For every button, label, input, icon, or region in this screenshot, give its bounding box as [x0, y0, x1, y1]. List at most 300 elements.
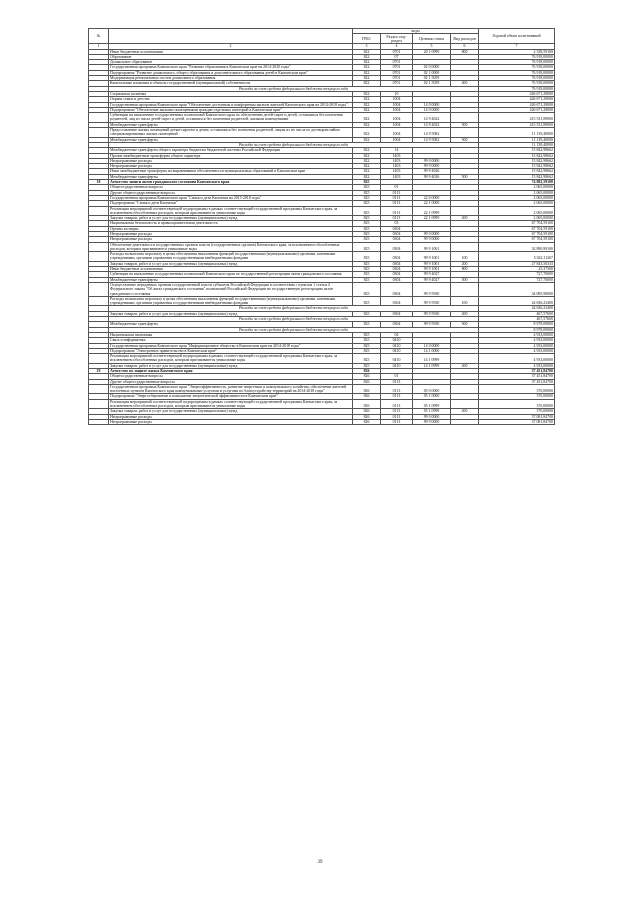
amount-cell: 2 065,00000 [479, 185, 555, 190]
csr-code: 22 1 0000 [413, 201, 451, 206]
grbs-code: 825 [353, 277, 381, 282]
item-name: Непрограммные расходы [109, 414, 353, 419]
amount-cell: 24 636,23400 [479, 296, 555, 306]
grbs-code: 825 [353, 231, 381, 236]
vr-code [451, 282, 479, 296]
csr-code: 14 9 4022 [413, 113, 451, 123]
grbs-code: 826 [353, 384, 381, 394]
item-name: Реализация мероприятий соответствующей подпрограммы в рамках соответствующей государственной программы Камчатского края, за исключением обособленных расходов, которым присваиваются уникальные коды [109, 354, 353, 364]
razdel-code: 0410 [381, 338, 413, 343]
row-number [89, 252, 109, 262]
item-name: Государственная программа Камчатского края "Информационное общество в Камчатском крае на 2014-2018 годы" [109, 343, 353, 348]
csr-code: 14 1 0999 [413, 354, 451, 364]
vr-code: 100 [451, 296, 479, 306]
amount-cell: 37 081,84700 [479, 419, 555, 424]
page-number: 39 [317, 860, 323, 865]
grbs-code: 825 [353, 185, 381, 190]
item-name: Подпрограмма "Развитие дошкольного, общего образования и дополнительного образования детей в Камчатском крае" [109, 70, 353, 75]
grbs-code: 825 [353, 252, 381, 262]
vr-code [451, 113, 479, 123]
csr-code: 99 0 0000 [413, 231, 451, 236]
vr-code: 200 [451, 216, 479, 221]
item-name: Государственная программа Камчатского края "Развитие образования в Камчатском крае на 2014-2020 годы" [109, 65, 353, 70]
amount-cell: 76 918,00000 [479, 54, 555, 59]
amount-cell: 2 338,59169 [479, 49, 555, 54]
grbs-code: 822 [353, 169, 381, 174]
csr-code: 99 9 4027 [413, 277, 451, 282]
item-name: Непрограммные расходы [109, 158, 353, 163]
vr-code: 800 [451, 267, 479, 272]
vr-code [451, 242, 479, 252]
amount-cell: 37 451,84700 [479, 374, 555, 379]
grbs-code: 822 [353, 70, 381, 75]
grbs-code: 822 [353, 81, 381, 86]
razdel-code: 1403 [381, 153, 413, 158]
vr-code [451, 399, 479, 409]
csr-code: 14 9 4022 [413, 122, 451, 127]
csr-code: 14 0 0000 [413, 343, 451, 348]
item-name: Межбюджетные трансферты [109, 137, 353, 142]
grbs-code: 822 [353, 164, 381, 169]
amount-cell: 467,57600 [479, 311, 555, 316]
csr-code: 99 9 4027 [413, 272, 451, 277]
amount-cell: 370,00000 [479, 409, 555, 414]
amount-cell: 76 918,00000 [479, 60, 555, 65]
item-name: Капитальные вложения в объекты государственной (муниципальной) собственности [109, 81, 353, 86]
razdel-code: 0304 [381, 237, 413, 242]
grbs-code: 822 [353, 113, 381, 123]
amount-cell: 11 139,40000 [479, 128, 555, 138]
item-name: Межбюджетные трансферты [109, 277, 353, 282]
amount-cell: 4 933,00000 [479, 332, 555, 337]
grbs-code: 822 [353, 107, 381, 112]
razdel-code: 01 [381, 185, 413, 190]
amount-cell: 74 082,59100 [479, 180, 555, 185]
table-row [89, 206, 555, 216]
item-name: Общегосударственные вопросы [109, 185, 353, 190]
grbs-code: 825 [353, 190, 381, 195]
header-row-codes [89, 29, 555, 34]
item-name: Национальная безопасность и правоохранительная деятельность [109, 221, 353, 226]
note-text: Расходы за счет средств федерального бюджета текущего года [109, 142, 479, 147]
item-name: Государственная программа Камчатского края "Обеспечение доступным и комфортным жильем жителей Камчатского края на 2014-2018 годы" [109, 102, 353, 107]
razdel-code: 0701 [381, 76, 413, 81]
amount-cell: 27 843,50333 [479, 261, 555, 266]
vr-code: 200 [451, 311, 479, 316]
row-number: 18 [89, 180, 109, 185]
razdel-code: 0701 [381, 60, 413, 65]
amount-cell: 4 933,00000 [479, 338, 555, 343]
item-name: Подпрограмма "Обеспечение жилыми помещениями граждан отдельных категорий в Камчатском крае" [109, 107, 353, 112]
grbs-code: 826 [353, 409, 381, 414]
grbs-code: 822 [353, 54, 381, 59]
razdel-code: 1403 [381, 174, 413, 179]
amount-cell: 426 671,29000 [479, 107, 555, 112]
row-number [89, 354, 109, 364]
item-name: Расходы на выплаты персоналу в целях обеспечения выполнения функций государственными (муниципальными) органами, казенными учреждениями, органами управления государственными внебюджетными фондами [109, 296, 353, 306]
razdel-code: 0701 [381, 70, 413, 75]
vr-code: 500 [451, 322, 479, 327]
vr-code: 500 [451, 174, 479, 179]
amount-cell: 370,00000 [479, 394, 555, 399]
csr-code: 20 1 0999 [413, 49, 451, 54]
csr-code: 99 9 1001 [413, 252, 451, 262]
amount-cell: 727,70000 [479, 272, 555, 277]
item-name: Предоставление жилых помещений детям-сиротам и детям, оставшимся без попечения родителей, лицам из их числа по договорам найма специализированных жилых помещений [109, 128, 353, 138]
item-name: Субвенции на выполнение государственных полномочий Камчатского края по государственной регистрации актов гражданского состояния [109, 272, 353, 277]
amount-cell: 2 065,00000 [479, 206, 555, 216]
colnum: 7 [479, 44, 555, 49]
item-name: Иные бюджетные ассигнования [109, 49, 353, 54]
grbs-code: 825 [353, 282, 381, 296]
table-row [89, 399, 555, 409]
grbs-code: 826 [353, 374, 381, 379]
razdel-code: 04 [381, 332, 413, 337]
item-name: Агентство записи актов гражданского состояния Камчатского края [109, 180, 353, 185]
razdel-code: 10 [381, 91, 413, 96]
csr-code: 99 9 0000 [413, 237, 451, 242]
csr-code: 99 9 5930 [413, 322, 451, 327]
vr-code: 100 [451, 252, 479, 262]
razdel-code: 0304 [381, 322, 413, 327]
razdel-code: 0113 [381, 216, 413, 221]
amount-cell: 15 842,98662 [479, 148, 555, 153]
amount-cell: 426 671,29000 [479, 102, 555, 107]
item-name: Закупка товаров, работ и услуг для государственных (муниципальных) нужд [109, 261, 353, 266]
amount-cell: 370,00000 [479, 384, 555, 394]
razdel-code: 0304 [381, 231, 413, 236]
grbs-code: 822 [353, 49, 381, 54]
item-name: Непрограммные расходы [109, 237, 353, 242]
razdel-code: 1004 [381, 122, 413, 127]
grbs-code: 825 [353, 338, 381, 343]
razdel-code: 0113 [381, 409, 413, 414]
amount-cell: 15 842,98662 [479, 153, 555, 158]
grbs-code: 825 [353, 354, 381, 364]
csr-code: 99 9 4026 [413, 174, 451, 179]
item-name: Общегосударственные вопросы [109, 374, 353, 379]
item-name: Модернизация региональных систем дошкольного образования [109, 76, 353, 81]
item-name: Дошкольное образование [109, 60, 353, 65]
amount-cell: 8 978,09000 [479, 322, 555, 327]
grbs-code: 825 [353, 332, 381, 337]
colnum: 2 [109, 44, 353, 49]
grbs-code: 822 [353, 60, 381, 65]
grbs-code: 826 [353, 414, 381, 419]
razdel-code: 0410 [381, 363, 413, 368]
grbs-code: 825 [353, 322, 381, 327]
row-number [89, 384, 109, 394]
razdel-code: 0113 [381, 190, 413, 195]
item-name: Закупка товаров, работ и услуг для государственных (муниципальных) нужд [109, 311, 353, 316]
item-name: Межбюджетные трансферты [109, 322, 353, 327]
razdel-code: 0113 [381, 399, 413, 409]
razdel-code: 0304 [381, 267, 413, 272]
razdel-code: 14 [381, 148, 413, 153]
note-text: Расходы за счет средств федерального бюджета текущего года [109, 317, 479, 322]
razdel-code: 0304 [381, 311, 413, 316]
razdel-code: 0113 [381, 201, 413, 206]
amount-cell: 76 918,00000 [479, 70, 555, 75]
item-name: Межбюджетные трансферты [109, 122, 353, 127]
grbs-code: 826 [353, 394, 381, 399]
amount-cell: 15 842,98662 [479, 169, 555, 174]
item-name: Государственная программа Камчатского края "Семья и дети Камчатки на 2015-2018 годы" [109, 195, 353, 200]
razdel-code: 0701 [381, 65, 413, 70]
table-row [89, 242, 555, 252]
item-name: Иные бюджетные ассигнования [109, 267, 353, 272]
vr-code [451, 419, 479, 424]
grbs-code: 825 [353, 216, 381, 221]
item-name: Закупка товаров, работ и услуг для государственных (муниципальных) нужд [109, 216, 353, 221]
row-number [89, 282, 109, 296]
amount-cell: 4 933,00000 [479, 343, 555, 348]
amount-cell: 426 671,29000 [479, 91, 555, 96]
amount-cell: 76 918,00000 [479, 86, 555, 91]
colnum: 5 [413, 44, 451, 49]
razdel-code: 0701 [381, 81, 413, 86]
row-number [89, 113, 109, 123]
grbs-code: 826 [353, 369, 381, 374]
header-name [109, 29, 353, 44]
grbs-code: 825 [353, 221, 381, 226]
item-name: Государственная программа Камчатского края "Энергоэффективность, развитие энергетики и коммунального хозяйства, обеспечение жителей населенных пунктов Камчатского края коммунальными услугами и услугами по благоустройству территорий на 2014-2018 годы" [109, 384, 353, 394]
grbs-code: 822 [353, 97, 381, 102]
grbs-code: 825 [353, 311, 381, 316]
vr-code: 200 [451, 409, 479, 414]
grbs-code: 825 [353, 201, 381, 206]
amount-cell: 67 704,59100 [479, 221, 555, 226]
vr-code: 500 [451, 137, 479, 142]
row-number [89, 242, 109, 252]
amount-cell: 15 842,98662 [479, 174, 555, 179]
amount-cell: 370,00000 [479, 399, 555, 409]
colnum: 1 [89, 44, 109, 49]
item-name: Органы юстиции [109, 226, 353, 231]
vr-code: 500 [451, 277, 479, 282]
amount-cell: 11 139,40000 [479, 137, 555, 142]
amount-cell: 2 065,00000 [479, 195, 555, 200]
amount-cell: 5 022,11267 [479, 252, 555, 262]
item-name: Закупка товаров, работ и услуг для государственных (муниципальных) нужд [109, 363, 353, 368]
amount-cell: 4 933,00000 [479, 348, 555, 353]
amount-cell: 15 842,98662 [479, 158, 555, 163]
razdel-code: 1004 [381, 128, 413, 138]
grbs-code: 826 [353, 399, 381, 409]
amount-cell: 15 842,98662 [479, 164, 555, 169]
razdel-code: 0701 [381, 49, 413, 54]
csr-code: 14 9 5082 [413, 128, 451, 138]
header-annual: Годовой объем ассигнований [479, 29, 555, 44]
razdel-code: 07 [381, 54, 413, 59]
colnum: 6 [451, 44, 479, 49]
amount-cell: 727,70000 [479, 277, 555, 282]
item-name: Социальная политика [109, 91, 353, 96]
vr-code: 200 [451, 261, 479, 266]
razdel-code: 0410 [381, 354, 413, 364]
row-number [89, 128, 109, 138]
item-name: Осуществление переданных органам государственной власти субъектов Российской Федерации в соответствии с пунктом 1 статьи 4 Федерального закона "Об актах гражданского состояния" полномочий Российской Федерации на государственную регистрацию актов гражданского состояния [109, 282, 353, 296]
razdel-code: 03 [381, 221, 413, 226]
row-number [89, 399, 109, 409]
razdel-code: 1004 [381, 97, 413, 102]
item-name: Межбюджетные трансферты [109, 174, 353, 179]
grbs-code: 822 [353, 153, 381, 158]
amount-cell: 2 065,00000 [479, 201, 555, 206]
vr-code [451, 384, 479, 394]
grbs-code: 825 [353, 272, 381, 277]
csr-code: 99 9 1001 [413, 261, 451, 266]
csr-code: 05 1 0999 [413, 399, 451, 409]
razdel-code: 0304 [381, 242, 413, 252]
table-row [89, 296, 555, 306]
header-codes: коды [353, 29, 479, 34]
razdel-code: 0304 [381, 226, 413, 231]
csr-code: 99 9 0000 [413, 164, 451, 169]
grbs-code: 822 [353, 158, 381, 163]
item-name: Закупка товаров, работ и услуг для государственных (муниципальных) нужд [109, 409, 353, 414]
razdel-code: 0304 [381, 252, 413, 262]
grbs-code: 825 [353, 267, 381, 272]
razdel-code: 0113 [381, 195, 413, 200]
item-name: Подпрограмма "Семья и дети Камчатки" [109, 201, 353, 206]
csr-code: 99 9 1001 [413, 267, 451, 272]
grbs-code: 822 [353, 102, 381, 107]
budget-table [88, 28, 555, 425]
razdel-code: 0304 [381, 261, 413, 266]
item-name: Подпрограмма "Электронное правительство в Камчатском крае" [109, 348, 353, 353]
item-name: Национальная экономика [109, 332, 353, 337]
amount-cell: 67 704,59100 [479, 226, 555, 231]
grbs-code: 822 [353, 76, 381, 81]
note-text: Расходы за счет средств федерального бюджета текущего года [109, 327, 479, 332]
grbs-code: 825 [353, 226, 381, 231]
razdel-code: 1403 [381, 169, 413, 174]
csr-code: 99 0 0000 [413, 158, 451, 163]
grbs-code: 825 [353, 180, 381, 185]
csr-code: 14 0 0000 [413, 102, 451, 107]
csr-code: 22 0 0000 [413, 195, 451, 200]
csr-code: 02 1 0000 [413, 70, 451, 75]
amount-cell: 467,57600 [479, 317, 555, 322]
amount-cell: 34 085,90000 [479, 282, 555, 296]
amount-cell: 32 890,99100 [479, 242, 555, 252]
vr-code: 400 [451, 81, 479, 86]
table-row [89, 419, 555, 424]
razdel-code: 0113 [381, 379, 413, 384]
grbs-code: 825 [353, 237, 381, 242]
grbs-code: 825 [353, 242, 381, 252]
razdel-code: 1403 [381, 164, 413, 169]
amount-cell: 11 139,40000 [479, 142, 555, 147]
amount-cell: 67 704,59100 [479, 231, 555, 236]
item-name: Обеспечение деятельности государственных органов власти (государственных органов) Камчатского края, за исключением обособленных расходов, которым присваиваются уникальные коды [109, 242, 353, 252]
grbs-code: 822 [353, 137, 381, 142]
razdel-code: 0410 [381, 348, 413, 353]
amount-cell: 76 918,00000 [479, 81, 555, 86]
grbs-code: 825 [353, 343, 381, 348]
amount-cell: 37 081,84700 [479, 414, 555, 419]
vr-code [451, 354, 479, 364]
vr-code [451, 128, 479, 138]
csr-code: 05 1 0999 [413, 409, 451, 414]
amount-cell: 76 918,00000 [479, 76, 555, 81]
csr-code: 02 1 5059 [413, 76, 451, 81]
amount-cell: 67 704,59100 [479, 237, 555, 242]
csr-code: 99 9 5930 [413, 311, 451, 316]
grbs-code: 822 [353, 122, 381, 127]
item-name: Непрограммные расходы [109, 419, 353, 424]
item-name: Реализация мероприятий соответствующей подпрограммы в рамках соответствующей государственной программы Камчатского края, за исключением обособленных расходов, которым присваиваются уникальные коды [109, 206, 353, 216]
razdel-code: 1403 [381, 158, 413, 163]
item-name: Иные межбюджетные трансферты на выравнивание обеспеченности муниципальных образований в Камчатском крае [109, 169, 353, 174]
vr-code: 200 [451, 363, 479, 368]
razdel-code: 0304 [381, 296, 413, 306]
grbs-code: 822 [353, 128, 381, 138]
row-number [89, 419, 109, 424]
csr-code: 22 1 0999 [413, 206, 451, 216]
item-name: Охрана семьи и детства [109, 97, 353, 102]
razdel-code: 0304 [381, 277, 413, 282]
amount-cell: 4 933,00000 [479, 363, 555, 368]
razdel-code: 1004 [381, 113, 413, 123]
item-name: Субвенции на выполнение государственных полномочий Камчатского края по обеспечению детей-сирот и детей, оставшихся без попечения родителей, лиц из числа детей-сирот и детей, оставшихся без попечения родителей, жилыми помещениями [109, 113, 353, 123]
razdel-code: 1004 [381, 107, 413, 112]
razdel-code: 0410 [381, 343, 413, 348]
razdel-code: 0113 [381, 384, 413, 394]
grbs-code: 825 [353, 206, 381, 216]
note-text: Расходы за счет средств федерального бюджета текущего года [109, 306, 479, 311]
razdel-code: 0304 [381, 282, 413, 296]
grbs-code: 825 [353, 195, 381, 200]
item-name: Образование [109, 54, 353, 59]
item-name: Агентство по защите жилья Камчатского края [109, 369, 353, 374]
header-razdel: Раздел, под-раздел [381, 34, 413, 44]
vr-code [451, 206, 479, 216]
amount-cell: 25,37500 [479, 267, 555, 272]
grbs-code: 826 [353, 419, 381, 424]
csr-code: 22 1 0999 [413, 216, 451, 221]
table-row [89, 252, 555, 262]
csr-code: 14 9 5082 [413, 137, 451, 142]
grbs-code: 822 [353, 91, 381, 96]
amount-cell: 4 933,00000 [479, 354, 555, 364]
csr-code: 99 9 5930 [413, 282, 451, 296]
grbs-code: 825 [353, 363, 381, 368]
razdel-code: 0113 [381, 394, 413, 399]
csr-code: 02 1 5059 [413, 81, 451, 86]
amount-cell: 76 918,00000 [479, 65, 555, 70]
csr-code: 99 9 0000 [413, 419, 451, 424]
grbs-code: 822 [353, 174, 381, 179]
vr-code: 800 [451, 49, 479, 54]
item-name: Межбюджетные трансферты общего характера бюджетам бюджетной системы Российской Федерации [109, 148, 353, 153]
table-body [89, 49, 555, 425]
item-name: Реализация мероприятий соответствующей подпрограммы в рамках соответствующей государственной программы Камчатского края, за исключением обособленных расходов, которым присваиваются уникальные коды [109, 399, 353, 409]
item-name: Непрограммные расходы [109, 164, 353, 169]
note-text: Расходы за счет средств федерального бюджета текущего года [109, 86, 479, 91]
amount-cell: 2 065,00000 [479, 216, 555, 221]
razdel-code: 1004 [381, 102, 413, 107]
table-row [89, 384, 555, 394]
table-row [89, 113, 555, 123]
vr-code: 500 [451, 122, 479, 127]
amount-cell: 426 671,29000 [479, 97, 555, 102]
item-name: Другие общегосударственные вопросы [109, 379, 353, 384]
grbs-code: 826 [353, 379, 381, 384]
amount-cell: 2 065,00000 [479, 190, 555, 195]
csr-code: 99 0 0000 [413, 414, 451, 419]
